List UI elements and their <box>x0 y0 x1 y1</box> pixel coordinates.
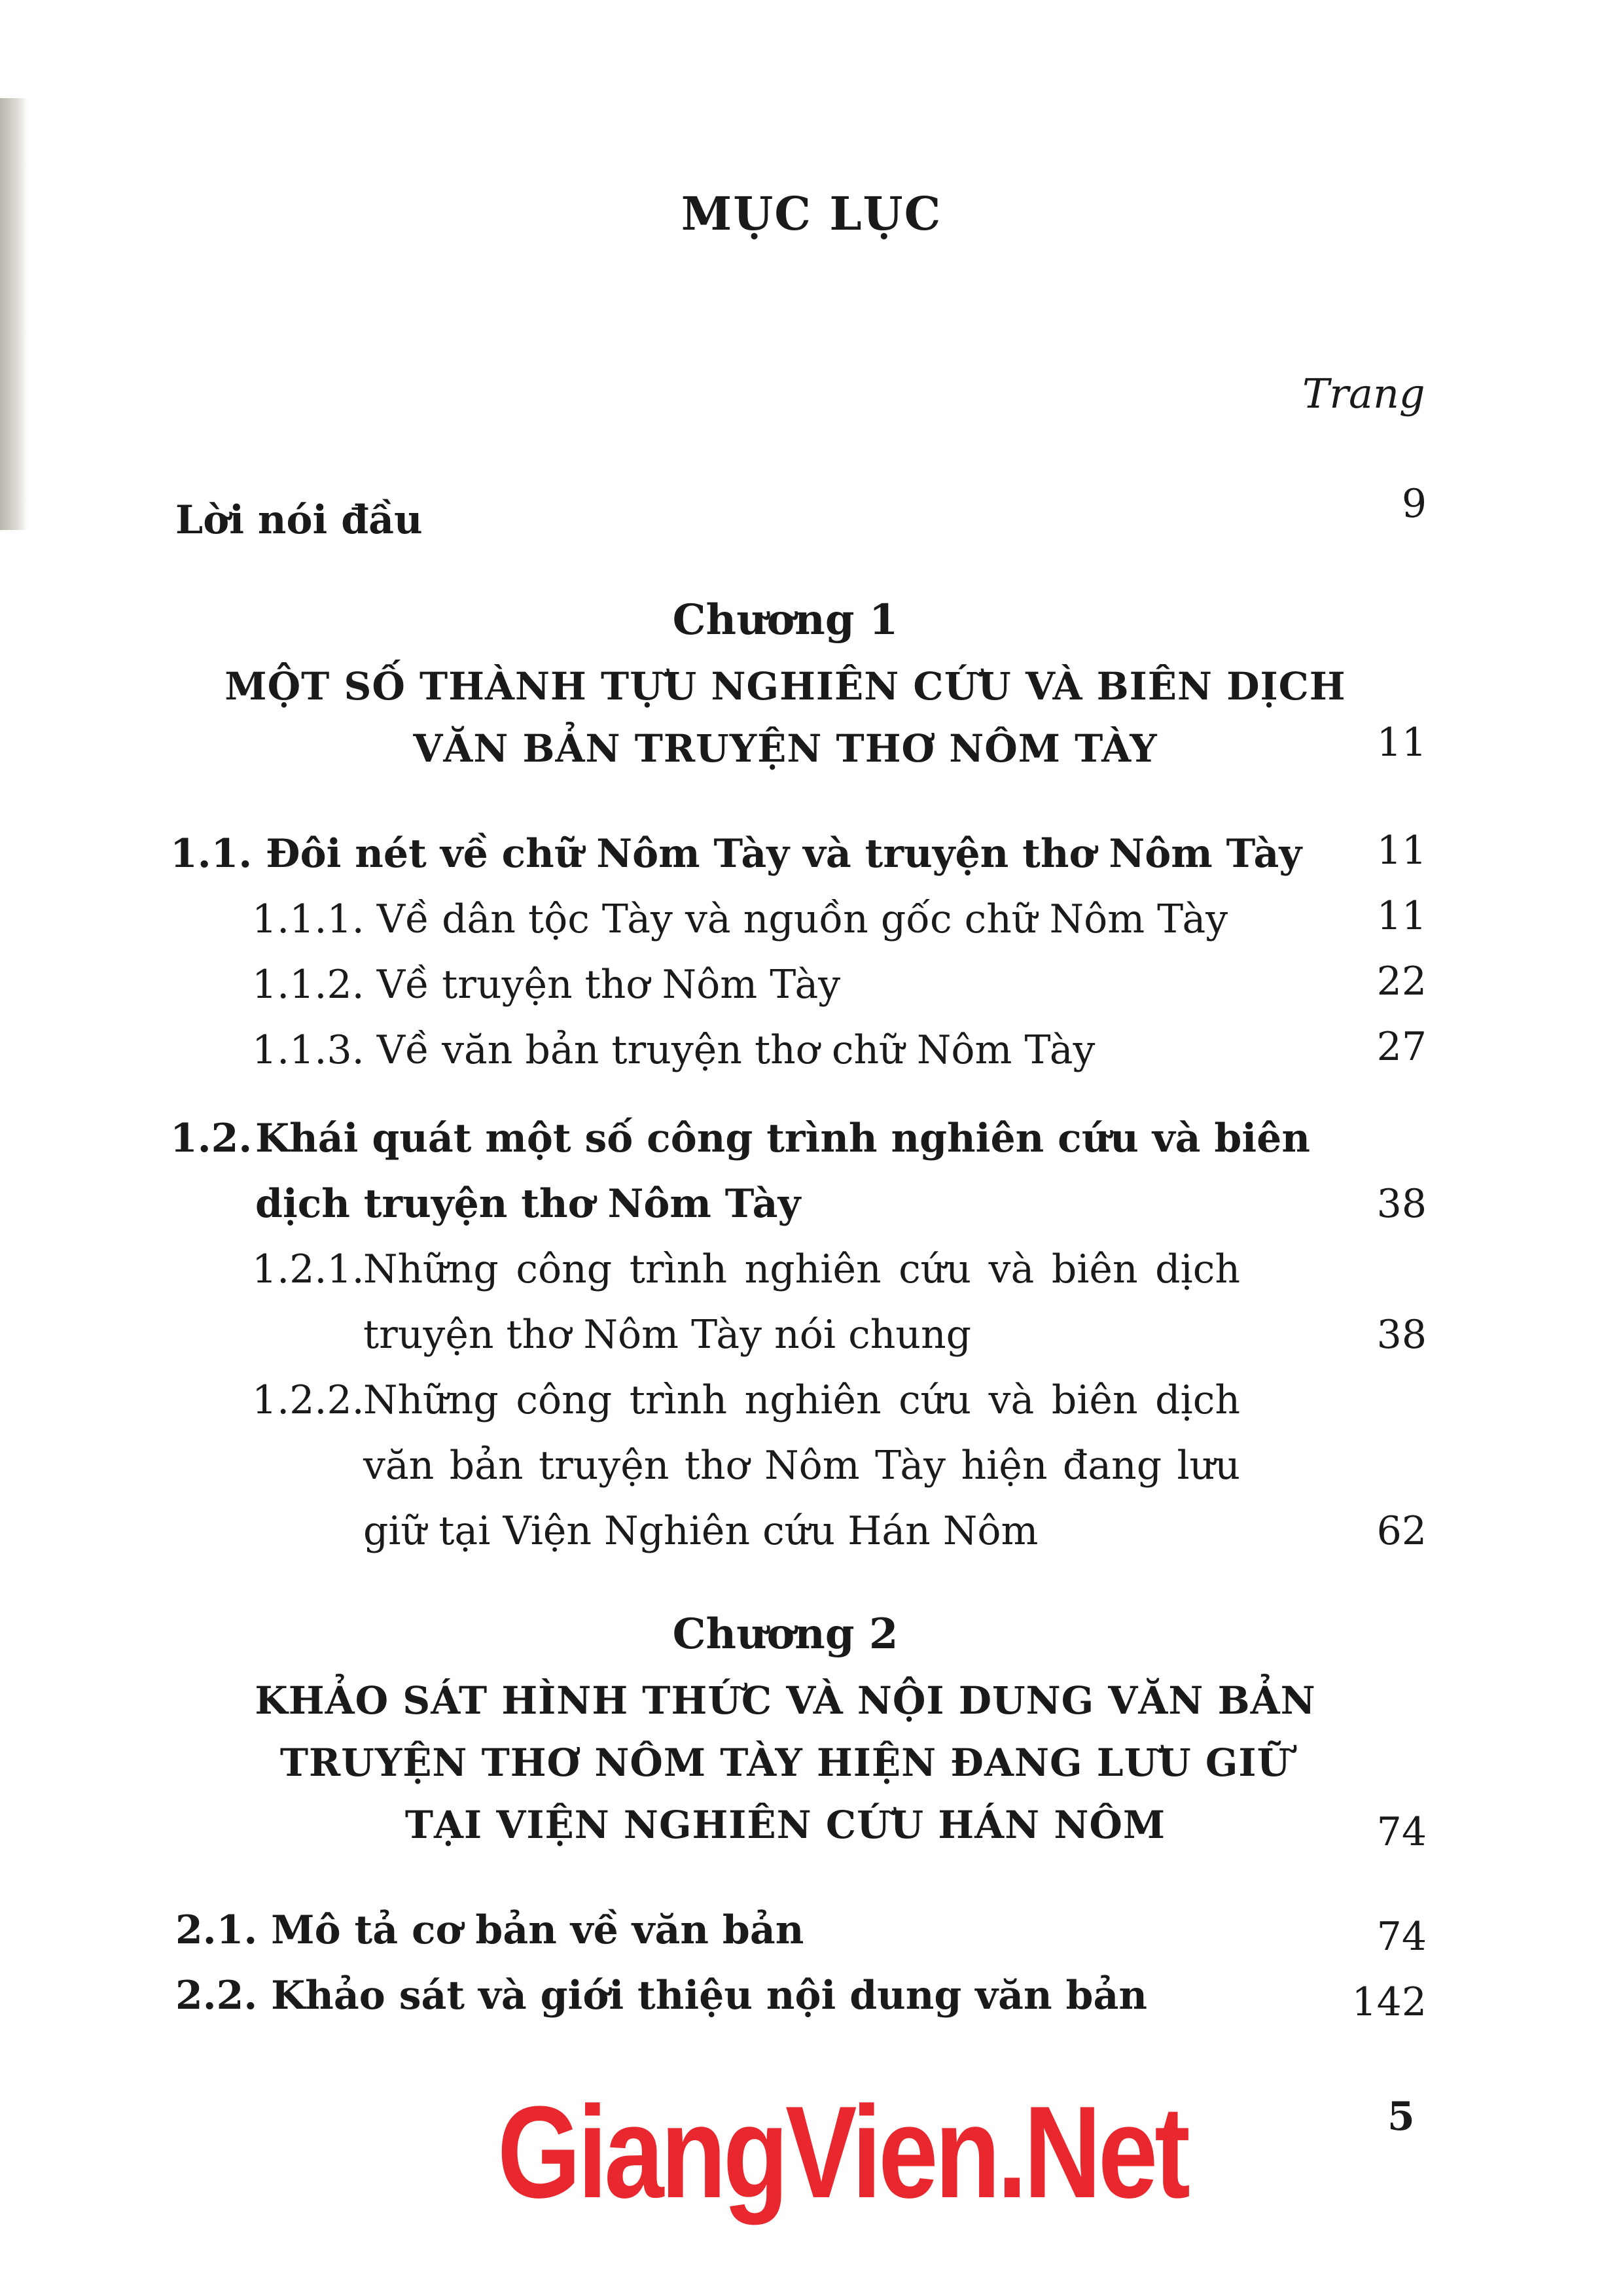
toc-entry-2-1: 2.1. Mô tả cơ bản về văn bản <box>175 1907 804 1953</box>
toc-page-1-1-1: 11 <box>1376 893 1427 939</box>
chapter-2-heading: Chương 2 <box>672 1610 899 1659</box>
chapter-2-title-line-1: KHẢO SÁT HÌNH THỨC VÀ NỘI DUNG VĂN BẢN <box>255 1678 1316 1723</box>
toc-entry-1-1-2: 1.1.2. Về truyện thơ Nôm Tày <box>252 962 841 1008</box>
chapter-1-title-line-1: MỘT SỐ THÀNH TỰU NGHIÊN CỨU VÀ BIÊN DỊCH <box>224 664 1346 709</box>
toc-entry-1-2-2-line-3: giữ tại Viện Nghiên cứu Hán Nôm <box>363 1508 1039 1554</box>
toc-entry-1-2-2-line-2: văn bản truyện thơ Nôm Tày hiện đang lưu <box>363 1443 1240 1489</box>
toc-entry-1-2-line-1: Khái quát một số công trình nghiên cứu và biên <box>255 1116 1310 1161</box>
toc-page-1-1-2: 22 <box>1376 959 1427 1004</box>
toc-page-1-2-2: 62 <box>1376 1508 1427 1554</box>
chapter-2-title-line-2: TRUYỆN THƠ NÔM TÀY HIỆN ĐANG LƯU GIỮ <box>279 1740 1291 1785</box>
chapter-1-title-line-2: VĂN BẢN TRUYỆN THƠ NÔM TÀY <box>413 726 1158 771</box>
toc-page-preface: 9 <box>1401 481 1427 527</box>
toc-page-1-1: 11 <box>1376 828 1427 874</box>
toc-page-1-2-1: 38 <box>1376 1312 1427 1358</box>
toc-entry-1-2-2-line-1: Những công trình nghiên cứu và biên dịch <box>363 1377 1240 1423</box>
page-number: 5 <box>1387 2094 1415 2140</box>
chapter-2-page: 74 <box>1376 1809 1427 1855</box>
toc-entry-1-1: 1.1. Đôi nét về chữ Nôm Tày và truyện thơ Nôm Tày <box>170 831 1302 877</box>
page-title: MỤC LỤC <box>681 186 942 241</box>
chapter-1-page: 11 <box>1376 720 1427 766</box>
page-column-label: Trang <box>1302 370 1425 417</box>
toc-page-2-1: 74 <box>1376 1914 1427 1960</box>
watermark-text: GiangVien.Net <box>497 2079 1187 2225</box>
toc-entry-1-2-1-line-2: truyện thơ Nôm Tày nói chung <box>363 1312 972 1358</box>
toc-entry-1-1-1: 1.1.1. Về dân tộc Tày và nguồn gốc chữ Nôm Tày <box>252 896 1228 942</box>
chapter-1-heading: Chương 1 <box>672 595 899 645</box>
toc-entry-1-2-number: 1.2. <box>170 1116 253 1161</box>
toc-entry-1-2-1-line-1: Những công trình nghiên cứu và biên dịch <box>363 1246 1240 1292</box>
toc-page-1-2: 38 <box>1376 1181 1427 1227</box>
toc-page-1-1-3: 27 <box>1376 1024 1427 1070</box>
toc-entry-2-2: 2.2. Khảo sát và giới thiệu nội dung văn bản <box>175 1973 1147 2019</box>
toc-entry-preface: Lời nói đầu <box>175 497 423 543</box>
toc-entry-1-2-2-number: 1.2.2. <box>252 1377 365 1423</box>
toc-page-2-2: 142 <box>1351 1979 1427 2025</box>
toc-entry-1-2-line-2: dịch truyện thơ Nôm Tày <box>255 1181 801 1227</box>
toc-entry-1-2-1-number: 1.2.1. <box>252 1246 365 1292</box>
chapter-2-title-line-3: TẠI VIỆN NGHIÊN CỨU HÁN NÔM <box>404 1803 1166 1847</box>
toc-entry-1-1-3: 1.1.3. Về văn bản truyện thơ chữ Nôm Tày <box>252 1027 1096 1073</box>
